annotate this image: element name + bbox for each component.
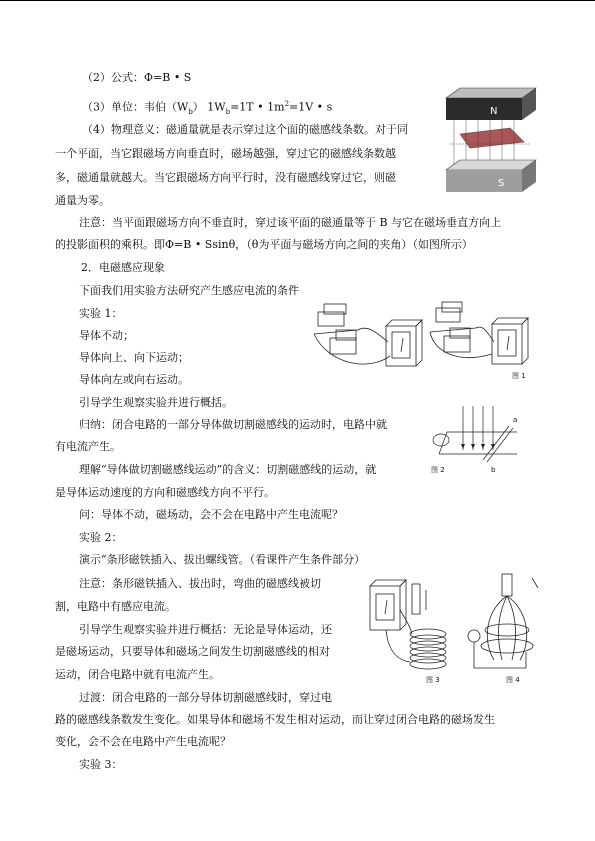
text-line: 导体向左或向右运动。 — [79, 373, 189, 386]
figure-magnet-flux — [440, 84, 538, 194]
text-line: 是导体运动速度的方向和磁感线方向不平行。 — [55, 486, 275, 499]
magnet-s-label: S — [498, 178, 505, 189]
figure-1-experiment — [308, 294, 540, 382]
text-line: 注意：当平面跟磁场方向不垂直时，穿过该平面的磁通量等于 B 与它在磁场垂直方向上 — [79, 216, 502, 229]
text-line: 通量为零。 — [55, 194, 110, 207]
text-line: 实验 1： — [79, 307, 123, 320]
figure-3-4-solenoid — [366, 570, 546, 688]
text-line: 的投影面积的乘积。即Φ=B • Ssinθ，（θ为平面与磁场方向之间的夹角）（如图所示） — [55, 238, 473, 251]
text-line: 变化，会不会在电路中产生电流呢？ — [55, 735, 231, 748]
text-line: 引导学生观察实验并进行概括。 — [79, 396, 233, 409]
text-line: 注意：条形磁铁插入、拔出时，弯曲的磁感线被切 — [79, 577, 321, 590]
text-line: 导体向上、向下运动； — [79, 351, 189, 364]
page-top-border — [0, 0, 595, 1]
text-line: 有电流产生。 — [55, 440, 121, 453]
text-line: （4）物理意义：磁通量就是表示穿过这个面的磁感线条数。对于同 — [82, 123, 408, 136]
text-line: 理解“导体做切割磁感线运动”的含义：切割磁感线的运动，就 — [79, 463, 377, 476]
text-line: （2）公式：Φ=B • S — [82, 71, 192, 84]
text-line: 多，磁通量就越大。当它跟磁场方向平行时，没有磁感线穿过它，则磁 — [55, 171, 396, 184]
text-line: 实验 3： — [79, 758, 123, 771]
text-line: 运动，闭合电路中就有电流产生。 — [55, 668, 220, 681]
text-line: 过渡：闭合电路的一部分导体切割磁感线时，穿过电 — [79, 691, 332, 704]
figure-3-caption: 图 3 — [426, 676, 440, 684]
figure-4-caption: 图 4 — [506, 676, 520, 684]
text-line: 问：导体不动，磁场动，会不会在电路中产生电流呢？ — [79, 508, 343, 521]
text-line: 路的磁感线条数发生变化。如果导体和磁场不发生相对运动，而让穿过闭合电路的磁场发生 — [55, 713, 495, 726]
text-line: 一个平面，当它跟磁场方向垂直时，磁场越强，穿过它的磁感线条数越 — [55, 147, 396, 160]
magnet-n-label: N — [490, 106, 498, 117]
text-line: 导体不动； — [79, 329, 134, 342]
text-line: 是磁场运动，只要导体和磁场之间发生切割磁感线的相对 — [55, 645, 330, 658]
text-line: 实验 2： — [79, 531, 123, 544]
text-line: 割，电路中有感应电流。 — [55, 600, 176, 613]
figure-1-caption: 图 1 — [512, 372, 526, 380]
text-line: 引导学生观察实验并进行概括：无论是导体运动，还 — [79, 623, 332, 636]
figure-2-caption: 图 2 — [431, 466, 445, 474]
figure-2-rails — [425, 402, 525, 478]
figure-2-label-b: b — [491, 466, 496, 474]
figure-2-label-a: a — [513, 416, 518, 424]
text-line: 演示“条形磁铁插入、拔出螺线管。（看课件产生条件部分） — [79, 553, 366, 566]
text-line-units: （3）单位：韦伯$(W_b)$ $1W_b=1T$ • $1m^2=1V$ • s — [82, 100, 333, 116]
text-line: 归纳：闭合电路的一部分导体做切割磁感线的运动时，电路中就 — [79, 418, 387, 431]
section-heading: 2．电磁感应现象 — [81, 261, 165, 274]
text-line: 下面我们用实验方法研究产生感应电流的条件 — [79, 284, 299, 297]
